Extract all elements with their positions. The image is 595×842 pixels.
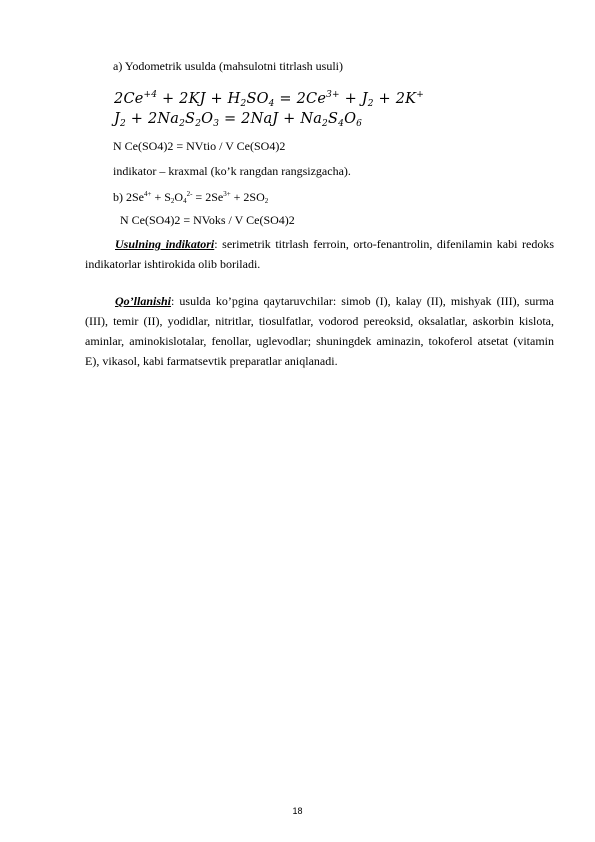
redox-equation-2: $J_2 + 2Na_2S_2O_3 = 2NaJ + Na_2S_4O_6$ (114, 111, 363, 129)
paragraph-indicator-heading: Usulning indikatori (115, 237, 215, 251)
indicator-line: indikator – kraxmal (ko’k rangdan rangsizgacha). (113, 164, 351, 178)
paragraph-usage (85, 291, 554, 371)
normality-formula-b: N Ce(SO4)2 = NVoks / V Ce(SO4)2 (120, 213, 295, 227)
page-number: 18 (292, 806, 303, 816)
paragraph-indicator-text: : serimetrik titrlash ferroin, orto-fenantrolin, difenilamin kabi redoks indikatorlar ishtirokida olib boriladi. (85, 237, 554, 271)
paragraph-indicator (85, 234, 554, 274)
paragraph-usage-heading: Qo’llanishi (115, 294, 172, 308)
normality-formula-a: N Ce(SO4)2 = NVtio / V Ce(SO4)2 (113, 139, 286, 153)
paragraph-usage-text: : usulda ko’pgina qaytaruvchilar: simob (I), kalay (II), mishyak (III), surma (III), temir (II), yodidlar, nitritlar, tiosulfatlar, vodorod pereoksid, oksalatlar, askorbin kislota, aminlar, aminokislotalar, fenollar, uglevodlar; shuningdek aminazin, tokoferol atsetat (vitamin E), vikasol, kabi farmatsevtik preparatlar aniqlanadi. (85, 294, 554, 368)
method-a-title: a) Yodometrik usulda (mahsulotni titrlash usuli) (113, 59, 343, 73)
redox-equation-1: $2Ce^{+4} + 2KJ + H_2SO_4 = 2Ce^{3+} + J_2 + 2K^+$ (114, 90, 424, 109)
method-b-equation: b) $2Se^{4+} + S2O4^{2-} = 2Se^{3+} + 2SO2$ (113, 190, 269, 205)
